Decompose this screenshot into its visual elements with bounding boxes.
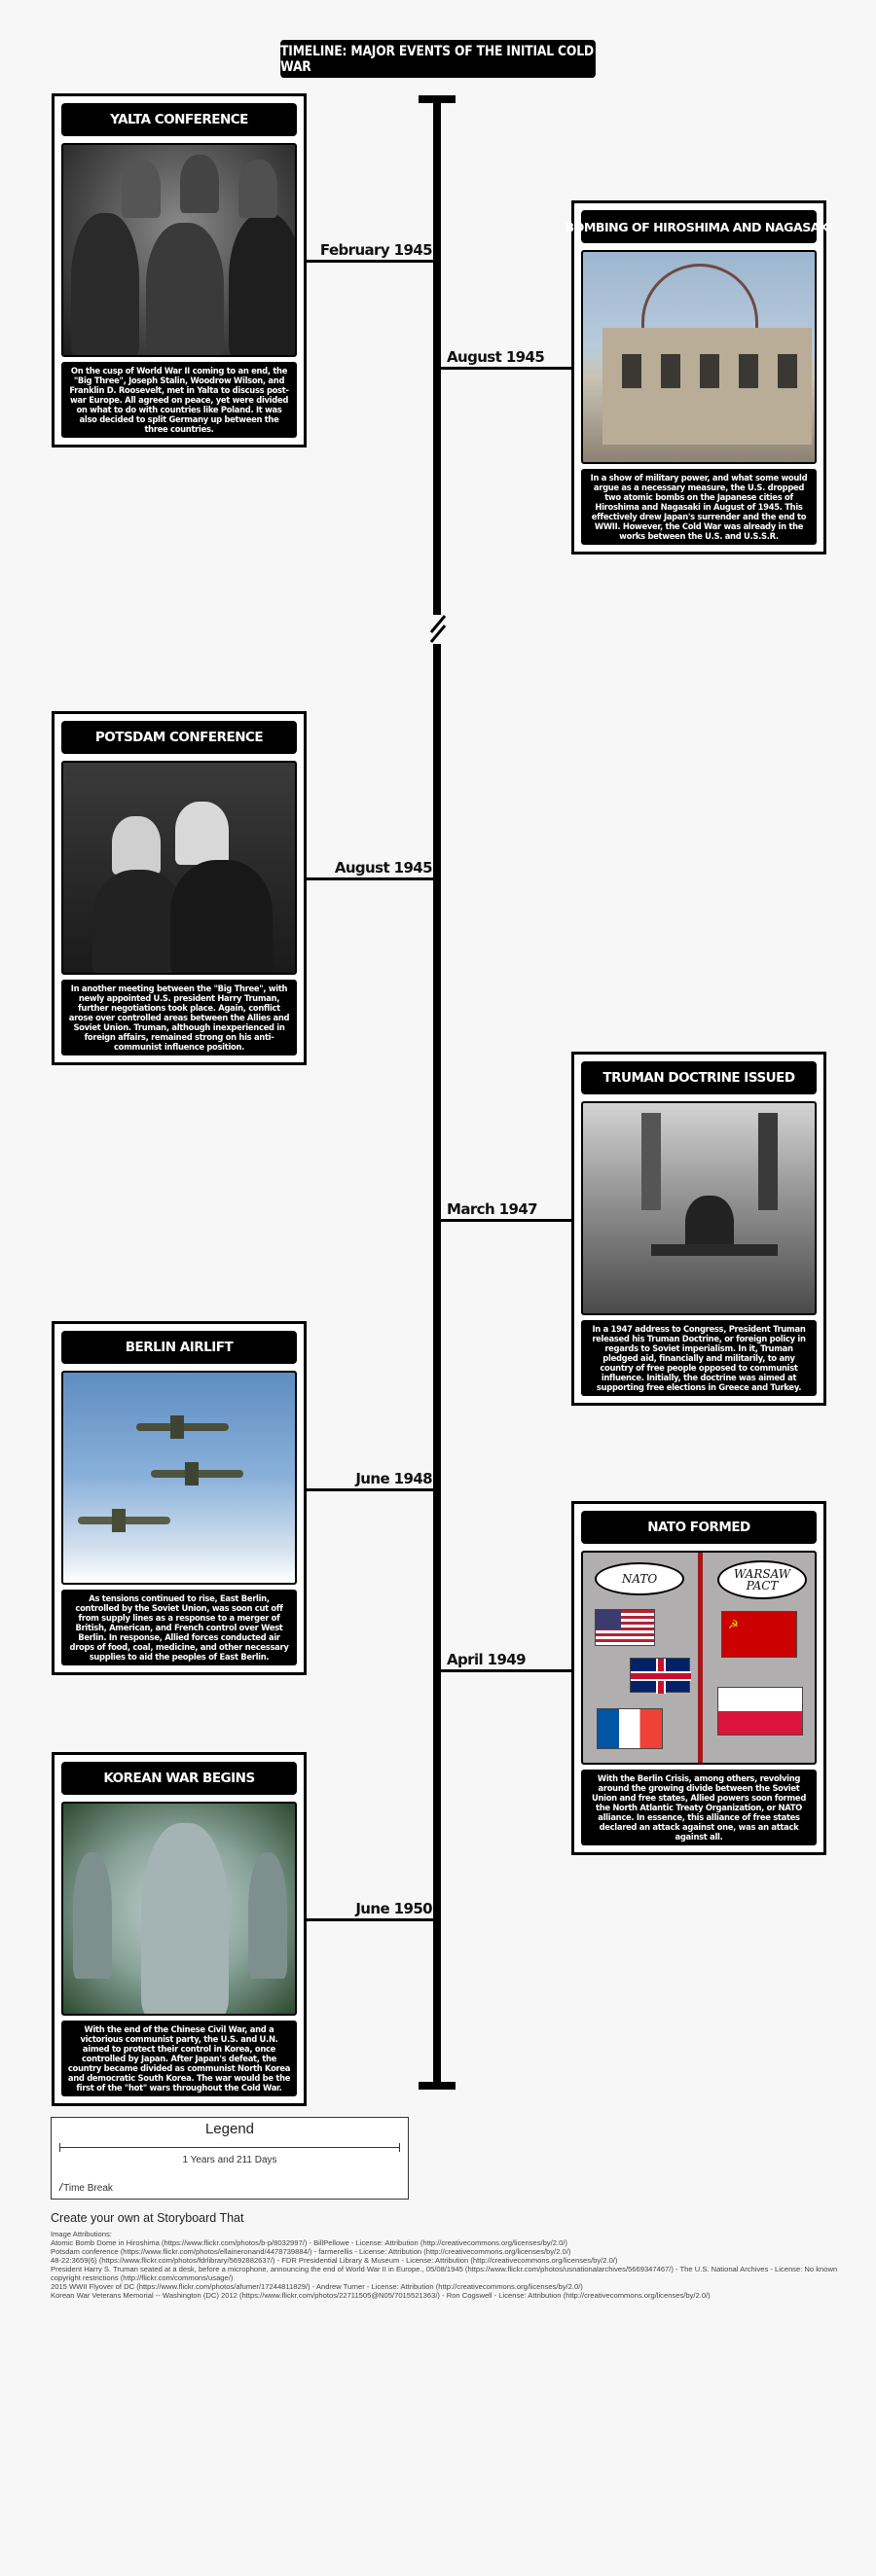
- france-flag: [597, 1708, 663, 1749]
- event-description: With the Berlin Crisis, among others, revolving around the growing divide between the Soviet Union and free states, Allied powers soon formed the North Atlantic Treaty Organization, or NATO alliance. In essence, this alliance of free states declared an attack against one, was an attack against all.: [581, 1770, 817, 1845]
- event-card-korea: [52, 1752, 307, 2106]
- truman-address-photo: [581, 1101, 817, 1315]
- event-title: YALTA CONFERENCE: [61, 103, 297, 136]
- event-title: KOREAN WAR BEGINS: [61, 1762, 297, 1795]
- attribution-line: 2015 WWII Flyover of DC (https://www.flickr.com/photos/afumer/17244811829/) - Andrew Turner - License: Attribution (http://creativecommons.org/licenses/by/2.0/): [51, 2282, 583, 2291]
- event-card-yalta: [52, 93, 307, 447]
- create-your-own-link[interactable]: Create your own at Storyboard That: [51, 2211, 244, 2225]
- legend-box: [51, 2117, 409, 2200]
- connector-korea: [306, 1918, 434, 1921]
- timeline-title: TIMELINE: MAJOR EVENTS OF THE INITIAL COLD WAR: [280, 40, 596, 78]
- yalta-conference-photo: [61, 143, 297, 357]
- event-card-hiroshima: [565, 200, 833, 555]
- connector-berlin: [306, 1488, 434, 1491]
- event-description: In a show of military power, and what some would argue as a necessary measure, the U.S. dropped two atomic bombs on the Japanese cities of Hiroshima and Nagasaki in August of 1945. This effectively drew Japan's surrender and the end to WWII. However, the Cold War was already in the works between the U.S. and U.S.S.R.: [581, 469, 817, 545]
- divider: [698, 1553, 703, 1763]
- connector-hiroshima: [441, 367, 572, 370]
- event-date: August 1945: [334, 859, 432, 877]
- legend-time-break-label: Time Break: [63, 2182, 113, 2194]
- event-description: In a 1947 address to Congress, President Truman released his Truman Doctrine, or foreign policy in regards to Soviet imperialism. In it, Truman pledged aid, financially and militarily, to any country of free people opposed to communist influence. Initially, the doctrine was aimed at supporting free elections in Greece and Turkey.: [581, 1320, 817, 1396]
- potsdam-conference-photo: [61, 761, 297, 975]
- event-card-potsdam: [52, 711, 307, 1065]
- timeline-axis: [433, 97, 441, 2088]
- us-flag: [595, 1609, 655, 1646]
- time-break-icon: [425, 615, 449, 644]
- event-card-truman: [571, 1052, 826, 1406]
- connector-yalta: [306, 260, 434, 263]
- event-title: NATO FORMED: [581, 1511, 817, 1544]
- attribution-line: President Harry S. Truman seated at a desk, before a microphone, announcing the end of World War II in Europe., 05/08/1945 (https://www.flickr.com/photos/usnationalarchives/5669347467/) - The U.S. National Archives - License: No known copyright restrictions (http://flickr.com/commons/usage/): [51, 2265, 838, 2282]
- legend-time-break: [59, 2182, 113, 2194]
- connector-potsdam: [306, 877, 434, 880]
- axis-bottom-cap: [419, 2082, 456, 2090]
- event-date: April 1949: [447, 1651, 526, 1668]
- attributions-heading: Image Attributions:: [51, 2230, 112, 2238]
- ussr-flag: ☭: [721, 1611, 797, 1658]
- event-description: As tensions continued to rise, East Berlin, controlled by the Soviet Union, was soon cut off from supply lines as a response to a merger of British, American, and French control over West Berlin. In response, Allied forces conducted air drops of food, coal, medicine, and other necessary supplies to aid the peoples of East Berlin.: [61, 1590, 297, 1665]
- legend-title: Legend: [204, 2121, 255, 2137]
- uk-flag: [630, 1658, 690, 1693]
- legend-scale-bar: [59, 2147, 400, 2148]
- image-attributions: [51, 2230, 849, 2300]
- korean-war-memorial-photo: [61, 1802, 297, 2016]
- event-title: POTSDAM CONFERENCE: [61, 721, 297, 754]
- event-description: In another meeting between the "Big Three", with newly appointed U.S. president Harry Truman, further negotiations took place. Again, conflict arose over controlled areas between the Allies and Soviet Union. Truman, although inexperienced in foreign affairs, remained strong on his anti-communist influence position.: [61, 980, 297, 1055]
- event-card-berlin: [52, 1321, 307, 1675]
- warsaw-pact-label: WARSAW PACT: [717, 1560, 807, 1599]
- event-date: June 1950: [355, 1900, 432, 1917]
- event-date: August 1945: [447, 348, 545, 366]
- attribution-line: Atomic Bomb Dome in Hiroshima (https://www.flickr.com/photos/b-p/8032997/) - BillPellowe - License: Attribution (http://creativecommons.org/licenses/by/2.0/): [51, 2238, 567, 2247]
- connector-truman: [441, 1219, 572, 1222]
- atomic-bomb-dome-photo: [581, 250, 817, 464]
- attribution-line: 48-22:3659(6) (https://www.flickr.com/photos/fdrlibrary/5692882637/) - FDR Presidential Library & Museum - License: Attribution (http://creativecommons.org/licenses/by/2.0/): [51, 2256, 618, 2265]
- event-title: BERLIN AIRLIFT: [61, 1331, 297, 1364]
- nato-label: NATO: [595, 1562, 684, 1595]
- event-description: On the cusp of World War II coming to an end, the "Big Three", Joseph Stalin, Woodrow Wilson, and Franklin D. Roosevelt, met in Yalta to discuss post-war Europe. All agreed on peace, yet were divided on what to do with countries like Poland. It was also decided to split Germany up between the three countries.: [61, 362, 297, 438]
- event-date: February 1945: [319, 241, 432, 259]
- attribution-line: Potsdam conference (https://www.flickr.com/photos/ellaineronand/4478739884/) - farmerellis - License: Attribution (http://creativecommons.org/licenses/by/2.0/): [51, 2247, 571, 2256]
- event-title: TRUMAN DOCTRINE ISSUED: [581, 1061, 817, 1094]
- event-title: BOMBING OF HIROSHIMA AND NAGASAKI: [581, 210, 817, 243]
- event-description: With the end of the Chinese Civil War, and a victorious communist party, the U.S. and U.N. aimed to protect their control in Korea, once controlled by Japan. After Japan's defeat, the country became divided as communist North Korea and democratic South Korea. The war would be the first of the "hot" wars throughout the Cold War.: [61, 2021, 297, 2096]
- attribution-line: Korean War Veterans Memorial -- Washington (DC) 2012 (https://www.flickr.com/photos/22711505@N05/7015521363/) - Ron Cogswell - License: Attribution (http://creativecommons.org/licenses/by/2.0/): [51, 2291, 711, 2300]
- event-card-nato: [571, 1501, 826, 1855]
- event-date: June 1948: [355, 1470, 432, 1487]
- connector-nato: [441, 1669, 572, 1672]
- legend-duration: 1 Years and 211 Days: [182, 2155, 277, 2165]
- event-date: March 1947: [447, 1200, 537, 1218]
- poland-flag: [717, 1687, 803, 1735]
- airlift-planes-photo: [61, 1371, 297, 1585]
- nato-vs-warsaw-pact-illustration: [581, 1551, 817, 1765]
